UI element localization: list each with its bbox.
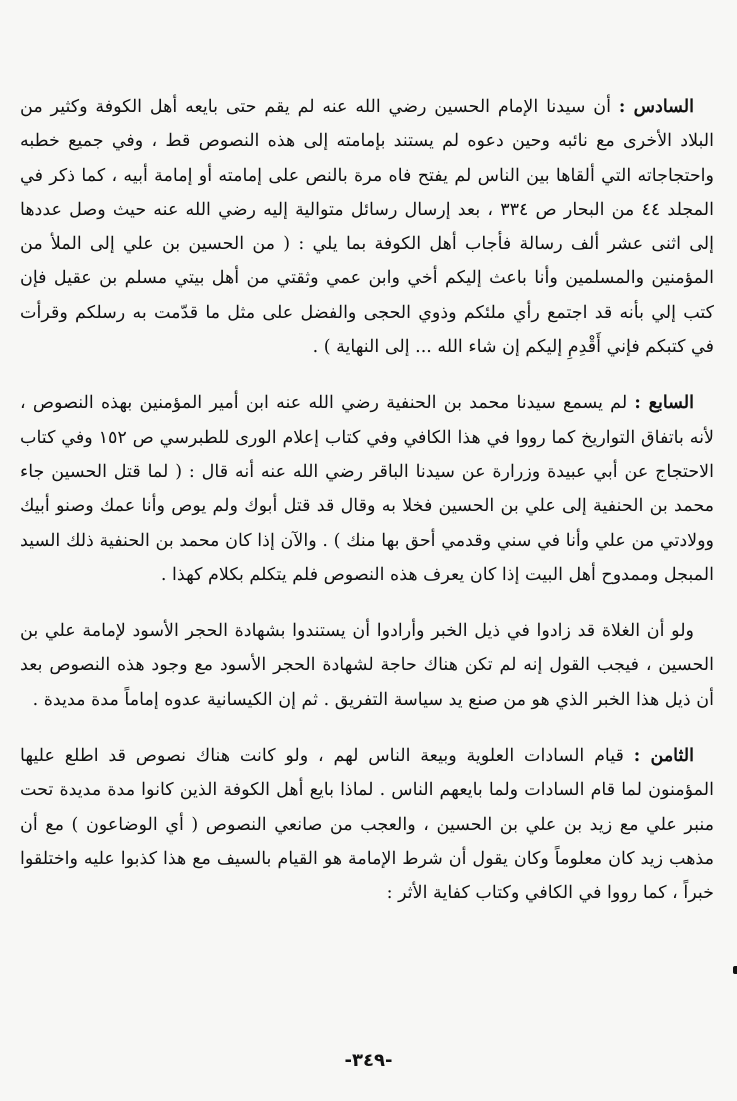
paragraph-eighth xyxy=(20,739,714,910)
page-number: -٣٤٩- xyxy=(344,1050,393,1071)
paragraph-seventh xyxy=(20,386,714,592)
paragraph-text: لم يسمع سيدنا محمد بن الحنفية رضي الله عنه ابن أمير المؤمنين بهذه النصوص ، لأنه باتفاق التواريخ كما رووا في هذا الكافي وفي كتاب إعلام الورى للطبرسي ص ١٥٢ وفي كتاب الاحتجاج عن أبي عبيدة وزرارة عن سيدنا الباقر رضي الله عنه أنه قال : ( لما قتل الحسين جاء محمد بن الحنفية إلى علي بن الحسين فخلا به وقال قد قتل أبوك ولم يوص وأنا عمك وصنو أبيك وولادتي من علي وأنا في سني وقدمي أحق بها منك ) . والآن إذا كان محمد بن الحنفية ذلك السيد المبجل وممدوح أهل البيت إذا كان يعرف هذه النصوص فلم يتكلم بكلام كهذا . xyxy=(20,393,714,585)
paragraph-text: قيام السادات العلوية وبيعة الناس لهم ، ولو كانت هناك نصوص قد اطلع عليها المؤمنون لما قام السادات ولما بايعهم الناس . لماذا بايع أهل الكوفة الذين كانوا مدة مديدة تحت منبر علي مع زيد بن علي بن الحسين ، والعجب من صانعي النصوص ( أي الوضاعون ) مع أن مذهب زيد كان معلوماً وكان يقول أن شرط الإمامة هو القيام بالسيف مع هذا كذبوا عليه واختلقوا خبراً ، كما رووا في الكافي وكتاب كفاية الأثر : xyxy=(20,746,714,904)
page-body xyxy=(20,90,714,911)
paragraph-text: أن سيدنا الإمام الحسين رضي الله عنه لم يقم حتى بايعه أهل الكوفة وكثير من البلاد الأخرى مع نائبه وحين دعوه لم يستند بإمامته إلى هذه النصوص قط ، وفي جميع خطبه واحتجاجاته التي ألقاها بين الناس لم يفتح فاه مرة بالنص على إمامته أو إمامة أبيه ، كما ذكر في المجلد ٤٤ من البحار ص ٣٣٤ ، بعد إرسال رسائل متوالية إليه رضي الله عنه حيث وصل عددها إلى اثنى عشر ألف رسالة فأجاب أهل الكوفة بما يلي : ( من الحسين بن علي إلى الملأ من المؤمنين والمسلمين وأنا باعث إليكم أخي وابن عمي وثقتي من أهل بيتي مسلم بن عقيل فإن كتب إلي بأنه قد اجتمع رأي ملئكم وذوي الحجى والفضل على مثل ما قدّمت به رسلكم وقرأت في كتبكم فإني أَقْدِمِ إليكم إن شاء الله ... إلى النهاية ) . xyxy=(20,97,714,358)
paragraph-text: ولو أن الغلاة قد زادوا في ذيل الخبر وأرادوا أن يستندوا بشهادة الحجر الأسود لإمامة علي بن الحسين ، فيجب القول إنه لم تكن هناك حاجة لشهادة الحجر الأسود مع وجود هذه النصوص بعد أن ذيل هذا الخبر الذي هو من صنع يد سياسة التفريق . ثم إن الكيسانية عدوه إماماً مدة مديدة . xyxy=(20,621,714,710)
paragraph-extremists-note xyxy=(20,614,714,717)
paragraph-lead: السابع : xyxy=(634,393,694,414)
margin-ink-mark xyxy=(733,966,737,974)
paragraph-sixth xyxy=(20,90,714,364)
paragraph-lead: السادس : xyxy=(618,97,694,117)
paragraph-lead: الثامن : xyxy=(633,746,694,767)
